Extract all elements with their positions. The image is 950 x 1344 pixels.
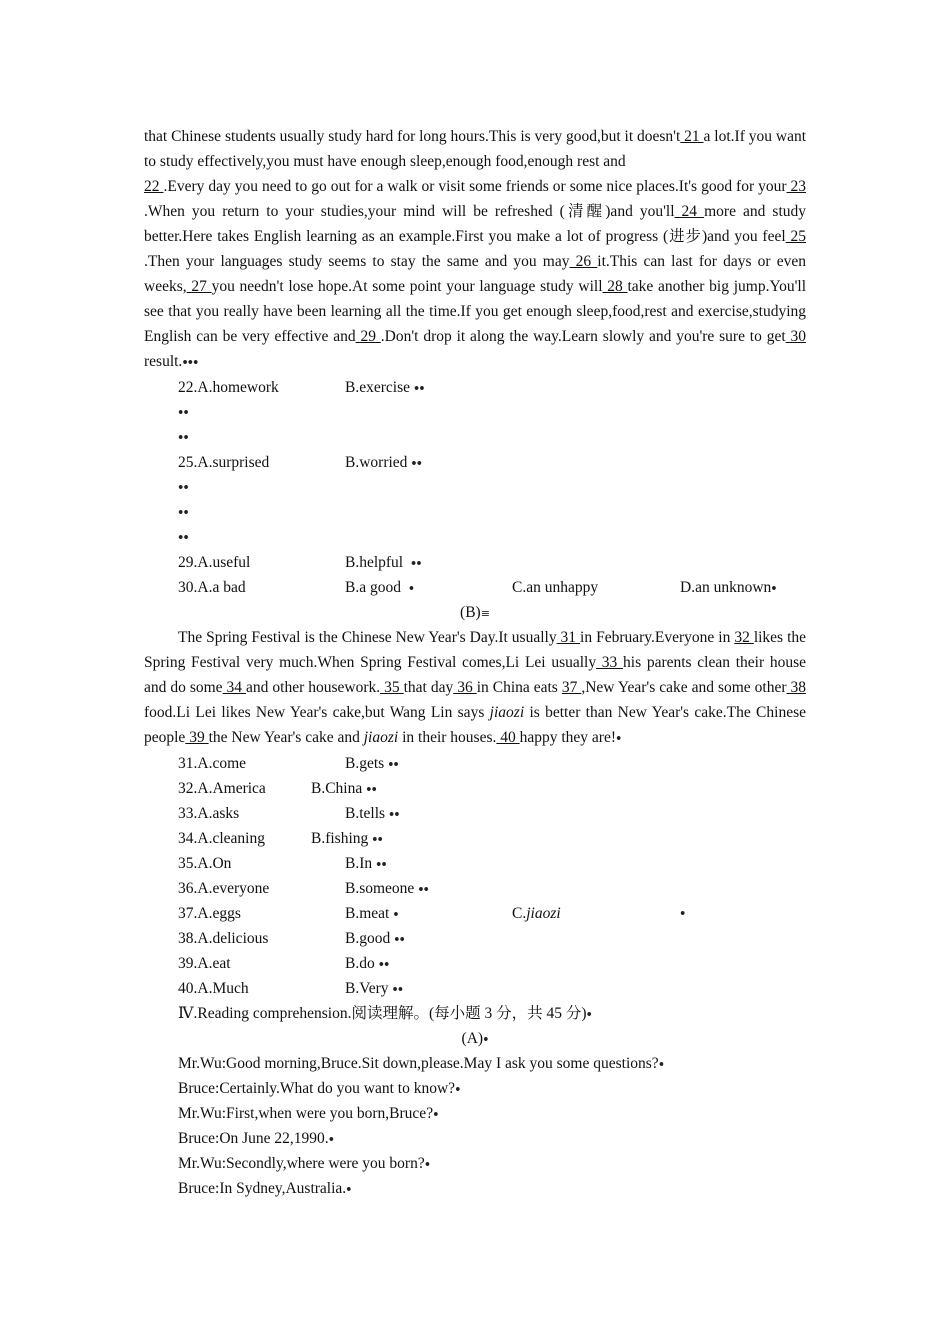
italic-word: jiaozi xyxy=(489,704,525,721)
option-37-b-cell xyxy=(345,901,399,927)
artifact-mark-icon: ꔷꔷ xyxy=(178,481,189,494)
section-iv-heading xyxy=(144,1001,806,1026)
artifact-mark-icon: ꔷꔷ xyxy=(378,958,390,971)
option-row-36 xyxy=(144,876,806,901)
dialogue-cell xyxy=(178,1101,438,1127)
option-31-b: B.gets xyxy=(345,755,385,772)
option-40-b-cell xyxy=(345,976,403,1002)
section-iv-cell xyxy=(178,1001,592,1027)
option-37-b: B.meat xyxy=(345,905,390,922)
blank-21: 21 xyxy=(680,128,704,145)
artifact-row xyxy=(144,525,806,550)
option-37-c-prefix: C. xyxy=(512,905,527,922)
option-34-b: B.fishing xyxy=(311,830,369,847)
passage-a xyxy=(144,124,806,375)
artifact-mark-icon: ꔷꔷꔷ xyxy=(182,356,199,369)
option-32-b-cell xyxy=(311,776,377,802)
option-35-b-cell xyxy=(345,851,387,877)
option-35-b: B.In xyxy=(345,855,373,872)
blank-40: 40 xyxy=(496,729,520,746)
blank-33: 33 xyxy=(596,654,624,671)
passage-text: more and study better.Here takes English learning as an example.First you make a lot of progress (进步)and you feel xyxy=(144,203,807,245)
passage-text: food.Li Lei likes New Year's cake,but Wang Lin says xyxy=(144,704,490,721)
dialogue-text: Bruce:On June 22,1990. xyxy=(178,1130,329,1147)
passage-text: in their houses. xyxy=(398,729,497,746)
document-page xyxy=(144,124,806,1201)
option-29-b-cell xyxy=(345,550,422,576)
passage-text: ,New Year's cake and some other xyxy=(581,679,787,696)
blank-27: 27 xyxy=(186,278,212,295)
dialogue-line xyxy=(144,1151,806,1176)
artifact-mark-icon: ꔷ xyxy=(483,1033,489,1046)
artifact-mark-icon: ≡ xyxy=(480,607,490,620)
option-37-a: 37.A.eggs xyxy=(178,905,241,922)
blank-29: 29 xyxy=(355,328,381,345)
option-38-b-cell xyxy=(345,926,405,952)
option-31-a: 31.A.come xyxy=(178,755,247,772)
artifact-row xyxy=(144,475,806,500)
dialogue-cell xyxy=(178,1151,430,1177)
artifact-mark-icon: ꔷꔷ xyxy=(392,983,404,996)
blank-38: 38 xyxy=(786,679,807,696)
option-38-b: B.good xyxy=(345,930,391,947)
artifact-mark-icon: ꔷꔷ xyxy=(413,382,425,395)
option-36-b: B.someone xyxy=(345,880,415,897)
option-row-34 xyxy=(144,826,806,851)
artifact-row xyxy=(144,400,806,425)
option-row-31 xyxy=(144,751,806,776)
blank-39: 39 xyxy=(185,729,209,746)
artifact-mark-icon: ꔷꔷ xyxy=(366,783,377,796)
option-33-b: B.tells xyxy=(345,805,386,822)
option-39-b: B.do xyxy=(345,955,375,972)
artifact-row xyxy=(144,425,806,450)
dialogue-text: Bruce:In Sydney,Australia. xyxy=(178,1180,347,1197)
artifact-mark-icon: ꔷꔷ xyxy=(178,506,189,519)
dialogue-cell xyxy=(178,1126,334,1152)
option-35-a: 35.A.On xyxy=(178,855,232,872)
artifact-mark-icon: ꔷ xyxy=(393,908,399,921)
dialogue-cell xyxy=(178,1051,664,1077)
passage-text: take another big jump.You'll see that you really have been learning all the time.If you get enough sleep,food,rest and exercise,studying English can be very effective and xyxy=(144,278,806,345)
artifact-mark-icon: ꔷ xyxy=(328,1133,335,1146)
option-39-b-cell xyxy=(345,951,389,977)
passage-text: in China eats xyxy=(476,679,562,696)
passage-text: in February.Everyone in xyxy=(580,629,735,646)
blank-22: 22 xyxy=(144,178,164,195)
dialogue-line xyxy=(144,1126,806,1151)
artifact-mark-icon: ꔷꔷ xyxy=(394,933,405,946)
option-25-b-cell xyxy=(345,450,422,476)
blank-34: 34 xyxy=(222,679,247,696)
blank-30: 30 xyxy=(785,328,807,345)
passage-text: and other housework. xyxy=(246,679,381,696)
section-a-heading xyxy=(144,1026,806,1051)
option-30-a: 30.A.a bad xyxy=(178,579,246,596)
artifact-mark-icon: ꔷ xyxy=(680,907,686,920)
blank-25: 25 xyxy=(785,228,806,245)
option-30-c: C.an unhappy xyxy=(512,579,599,596)
option-row-37 xyxy=(144,901,806,926)
option-30-b: B.a good xyxy=(345,579,401,596)
dialogue-cell xyxy=(178,1076,460,1102)
option-36-a: 36.A.everyone xyxy=(178,880,270,897)
option-row-39 xyxy=(144,951,806,976)
dialogue-text: Mr.Wu:First,when were you born,Bruce? xyxy=(178,1105,434,1122)
option-22-b-cell xyxy=(345,375,425,401)
option-33-b-cell xyxy=(345,801,400,827)
blank-31: 31 xyxy=(556,629,581,646)
option-34-b-cell xyxy=(311,826,383,852)
option-40-b: B.Very xyxy=(345,980,389,997)
option-row-40 xyxy=(144,976,806,1001)
passage-text: result. xyxy=(144,353,183,370)
option-32-a: 32.A.America xyxy=(178,780,266,797)
option-row-38 xyxy=(144,926,806,951)
artifact-mark-icon: ꔷꔷ xyxy=(418,883,429,896)
dialogue-line xyxy=(144,1051,806,1076)
dialogue-line xyxy=(144,1076,806,1101)
passage-text: happy they are! xyxy=(519,729,617,746)
option-25-b: B.worried xyxy=(345,454,408,471)
artifact-mark-icon: ꔷ xyxy=(455,1083,461,1096)
artifact-mark-icon: ꔷꔷ xyxy=(178,431,189,444)
artifact-mark-icon: ꔷ xyxy=(586,1008,592,1021)
section-a-title: (A) xyxy=(461,1030,484,1047)
dialogue-line xyxy=(144,1101,806,1126)
option-36-b-cell xyxy=(345,876,429,902)
option-37-c-word: jiaozi xyxy=(526,905,561,922)
passage-text: likes the Spring Festival very much.When Spring Festival comes,Li Lei usually xyxy=(144,629,807,671)
artifact-mark-icon: ꔷꔷ xyxy=(388,808,400,821)
option-row-25 xyxy=(144,450,806,475)
passage-text: .Then your languages study seems to stay the same and you may xyxy=(144,253,570,270)
artifact-mark-icon: ꔷꔷ xyxy=(178,531,189,544)
dialogue-text: Bruce:Certainly.What do you want to know? xyxy=(178,1080,456,1097)
option-row-22 xyxy=(144,375,806,400)
blank-37: 37 xyxy=(561,679,582,696)
passage-text: The Spring Festival is the Chinese New Year's Day.It usually xyxy=(178,629,557,646)
option-31-b-cell xyxy=(345,751,399,777)
option-row-30 xyxy=(144,575,806,600)
artifact-mark-icon: ꔷꔷ xyxy=(410,557,422,570)
passage-text: a lot.If you want to study effectively,you must have enough sleep,enough food,enough rest and xyxy=(144,128,807,170)
blank-28: 28 xyxy=(602,278,628,295)
blank-32: 32 xyxy=(734,629,754,646)
option-22-b: B.exercise xyxy=(345,379,410,396)
artifact-mark-icon: ꔷ xyxy=(658,1058,665,1071)
option-29-a: 29.A.useful xyxy=(178,554,251,571)
option-39-a: 39.A.eat xyxy=(178,955,231,972)
artifact-mark-icon: ꔷ xyxy=(433,1108,439,1121)
option-row-32 xyxy=(144,776,806,801)
passage-text: the New Year's cake and xyxy=(208,729,364,746)
blank-35: 35 xyxy=(380,679,404,696)
passage-text: .Don't drop it along the way.Learn slowly and you're sure to get xyxy=(380,328,786,345)
artifact-mark-icon: ꔷꔷ xyxy=(376,858,387,871)
dialogue-text: Mr.Wu:Secondly,where were you born? xyxy=(178,1155,425,1172)
blank-36: 36 xyxy=(453,679,477,696)
option-30-b-cell xyxy=(345,575,414,601)
artifact-mark-icon: ꔷ xyxy=(408,582,415,595)
dialogue-cell xyxy=(178,1176,352,1202)
option-33-a: 33.A.asks xyxy=(178,805,240,822)
dialogue-text: Mr.Wu:Good morning,Bruce.Sit down,please.May I ask you some questions? xyxy=(178,1055,659,1072)
option-38-a: 38.A.delicious xyxy=(178,930,269,947)
section-b-title: (B) xyxy=(460,604,481,621)
passage-text: it.This can last for days or even weeks, xyxy=(144,253,806,295)
option-29-b: B.helpful xyxy=(345,554,404,571)
section-iv-title: Ⅳ.Reading comprehension.阅读理解。(每小题 3 分，共 45 分) xyxy=(178,1005,587,1022)
option-row-33 xyxy=(144,801,806,826)
artifact-mark-icon: ꔷ xyxy=(424,1158,431,1171)
option-row-29 xyxy=(144,550,806,575)
passage-text: you needn't lose hope.At some point your language study will xyxy=(211,278,603,295)
artifact-row xyxy=(144,500,806,525)
blank-23: 23 xyxy=(786,178,807,195)
passage-text: .Every day you need to go out for a walk or visit some friends or some nice places.It's good for your xyxy=(163,178,787,195)
option-row-35 xyxy=(144,851,806,876)
option-34-a: 34.A.cleaning xyxy=(178,830,265,847)
option-30-d: D.an unknown xyxy=(680,579,772,596)
artifact-mark-icon: ꔷ xyxy=(616,732,622,745)
artifact-mark-icon: ꔷꔷ xyxy=(411,457,423,470)
italic-word: jiaozi xyxy=(363,729,399,746)
passage-text: that day xyxy=(403,679,454,696)
option-37-c xyxy=(512,901,561,926)
blank-26: 26 xyxy=(569,253,598,270)
passage-b xyxy=(144,625,806,751)
artifact-mark-icon: ꔷꔷ xyxy=(388,758,399,771)
blank-24: 24 xyxy=(674,203,705,220)
option-32-b: B.China xyxy=(311,780,363,797)
artifact-mark-icon: ꔷ xyxy=(346,1183,352,1196)
section-b-heading xyxy=(144,600,806,625)
passage-text: that Chinese students usually study hard for long hours.This is very good,but it doesn't xyxy=(144,128,681,145)
option-40-a: 40.A.Much xyxy=(178,980,249,997)
passage-text: .When you return to your studies,your mind will be refreshed (清醒)and you'll xyxy=(144,203,675,220)
artifact-mark-icon: ꔷ xyxy=(771,582,777,595)
dialogue-line xyxy=(144,1176,806,1201)
option-22-a: 22.A.homework xyxy=(178,379,279,396)
passage-text: his parents clean their house and do some xyxy=(144,654,806,696)
artifact-mark-icon: ꔷꔷ xyxy=(178,406,189,419)
option-30-d-cell xyxy=(680,575,777,601)
option-25-a: 25.A.surprised xyxy=(178,454,270,471)
artifact-mark-icon: ꔷꔷ xyxy=(372,833,383,846)
passage-text: is better than New Year's cake.The Chinese people xyxy=(144,704,806,746)
